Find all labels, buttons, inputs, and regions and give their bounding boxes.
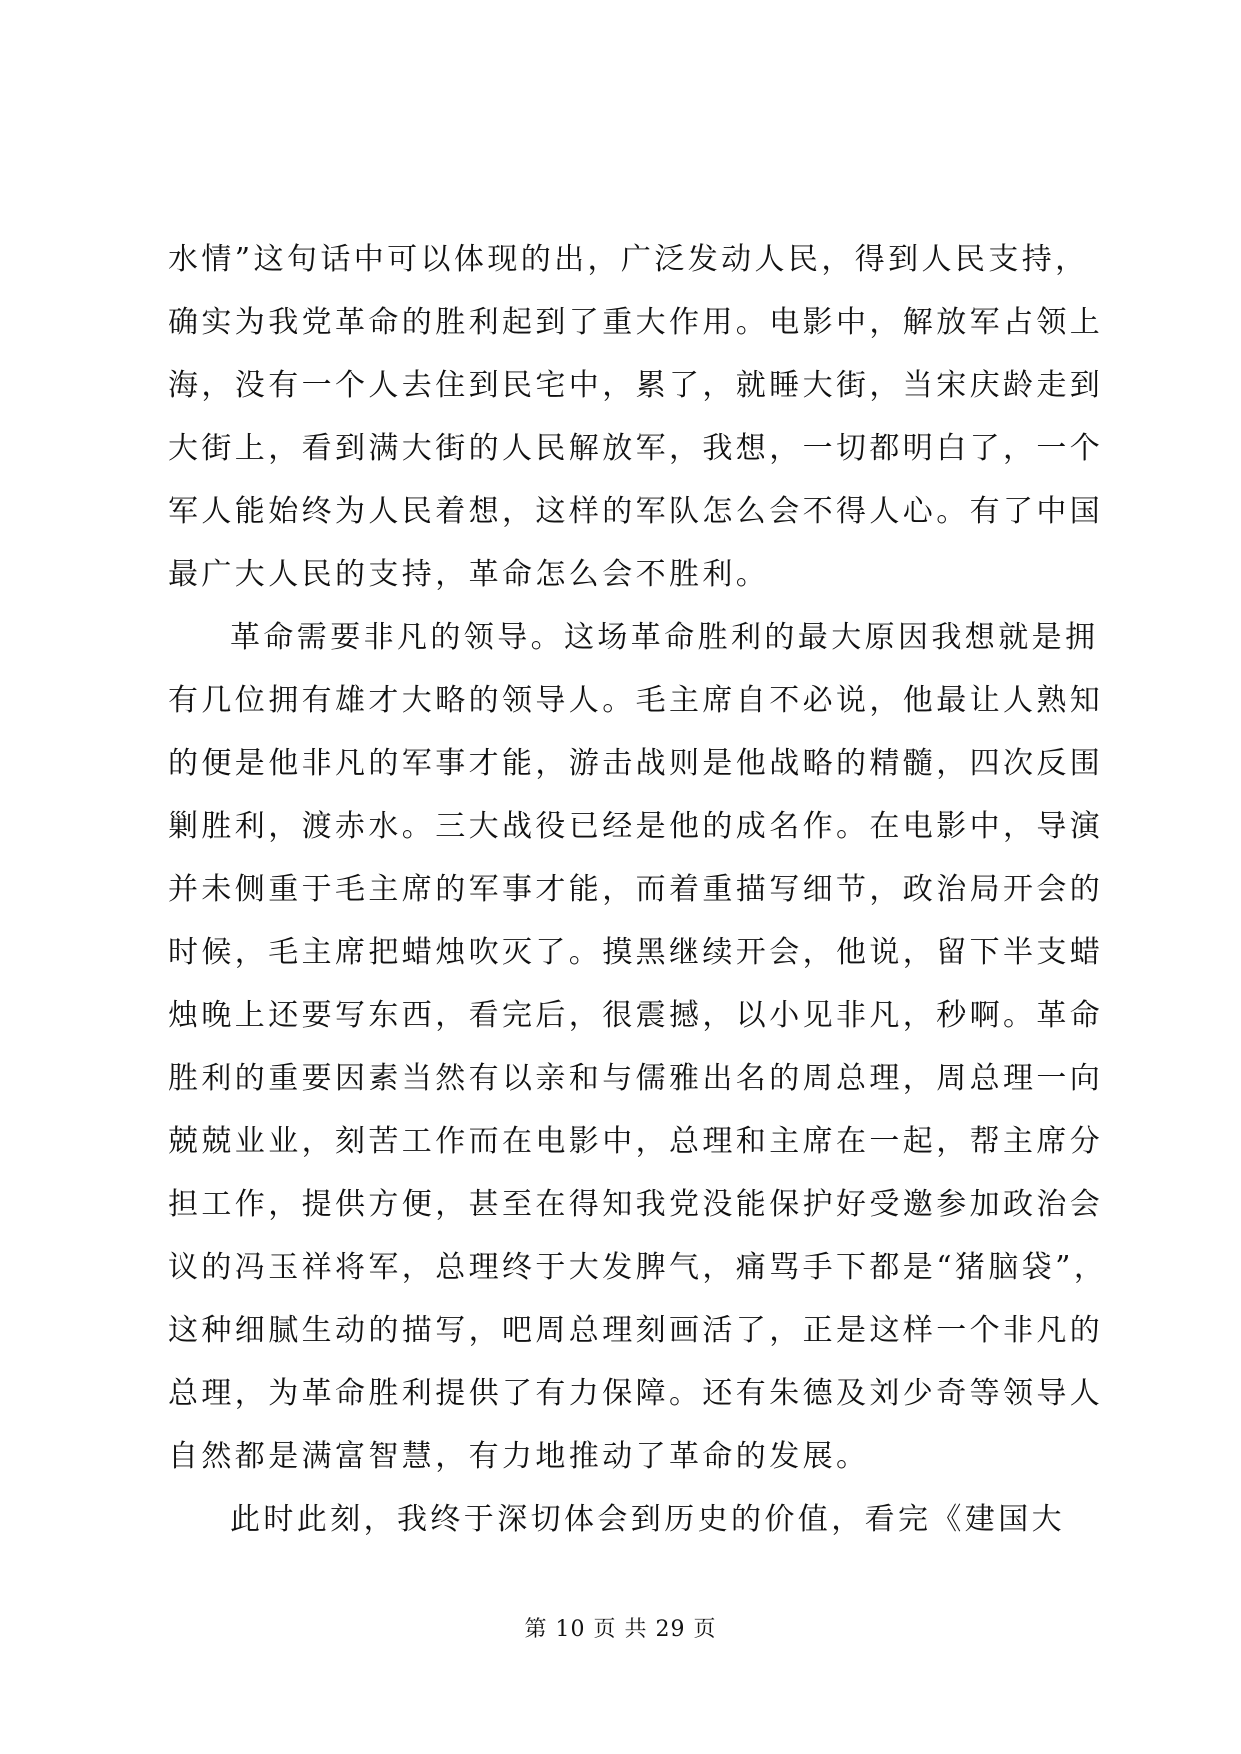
text-line: 有几位拥有雄才大略的领导人。毛主席自不必说，他最让人熟知 <box>168 683 1104 718</box>
text-line: 大街上，看到满大街的人民解放军，我想，一切都明白了，一个 <box>168 431 1104 466</box>
text-line: 胜利的重要因素当然有以亲和与儒雅出名的周总理，周总理一向 <box>168 1061 1104 1096</box>
paragraph-start-line: 革命需要非凡的领导。这场革命胜利的最大原因我想就是拥 <box>230 620 1099 655</box>
text-line: 自然都是满富智慧，有力地推动了革命的发展。 <box>168 1439 870 1474</box>
text-line: 烛晚上还要写东西，看完后，很震撼，以小见非凡，秒啊。革命 <box>168 998 1104 1033</box>
text-line: 军人能始终为人民着想，这样的军队怎么会不得人心。有了中国 <box>168 494 1104 529</box>
text-line: 最广大人民的支持，革命怎么会不胜利。 <box>168 557 770 592</box>
page-number-footer: 第 10 页 共 29 页 <box>524 1617 717 1642</box>
text-line: 担工作，提供方便，甚至在得知我党没能保护好受邀参加政治会 <box>168 1187 1104 1222</box>
text-line: 剿胜利，渡赤水。三大战役已经是他的成名作。在电影中，导演 <box>168 809 1104 844</box>
text-line: 并未侧重于毛主席的军事才能，而着重描写细节，政治局开会的 <box>168 872 1104 907</box>
text-line: 确实为我党革命的胜利起到了重大作用。电影中，解放军占领上 <box>168 305 1104 340</box>
paragraph-start-line: 此时此刻，我终于深切体会到历史的价值，看完《建国大 <box>230 1502 1065 1537</box>
text-line: 的便是他非凡的军事才能，游击战则是他战略的精髓，四次反围 <box>168 746 1104 781</box>
text-line: 兢兢业业，刻苦工作而在电影中，总理和主席在一起，帮主席分 <box>168 1124 1104 1159</box>
text-line: 水情”这句话中可以体现的出，广泛发动人民，得到人民支持， <box>168 242 1089 277</box>
text-line: 时候，毛主席把蜡烛吹灭了。摸黑继续开会，他说，留下半支蜡 <box>168 935 1104 970</box>
text-line: 总理，为革命胜利提供了有力保障。还有朱德及刘少奇等领导人 <box>168 1376 1104 1411</box>
document-body <box>168 228 1108 1551</box>
text-line: 海，没有一个人去住到民宅中，累了，就睡大街，当宋庆龄走到 <box>168 368 1104 403</box>
text-line: 议的冯玉祥将军，总理终于大发脾气，痛骂手下都是“猪脑袋”， <box>168 1250 1108 1285</box>
text-line: 这种细腻生动的描写，吧周总理刻画活了，正是这样一个非凡的 <box>168 1313 1104 1348</box>
